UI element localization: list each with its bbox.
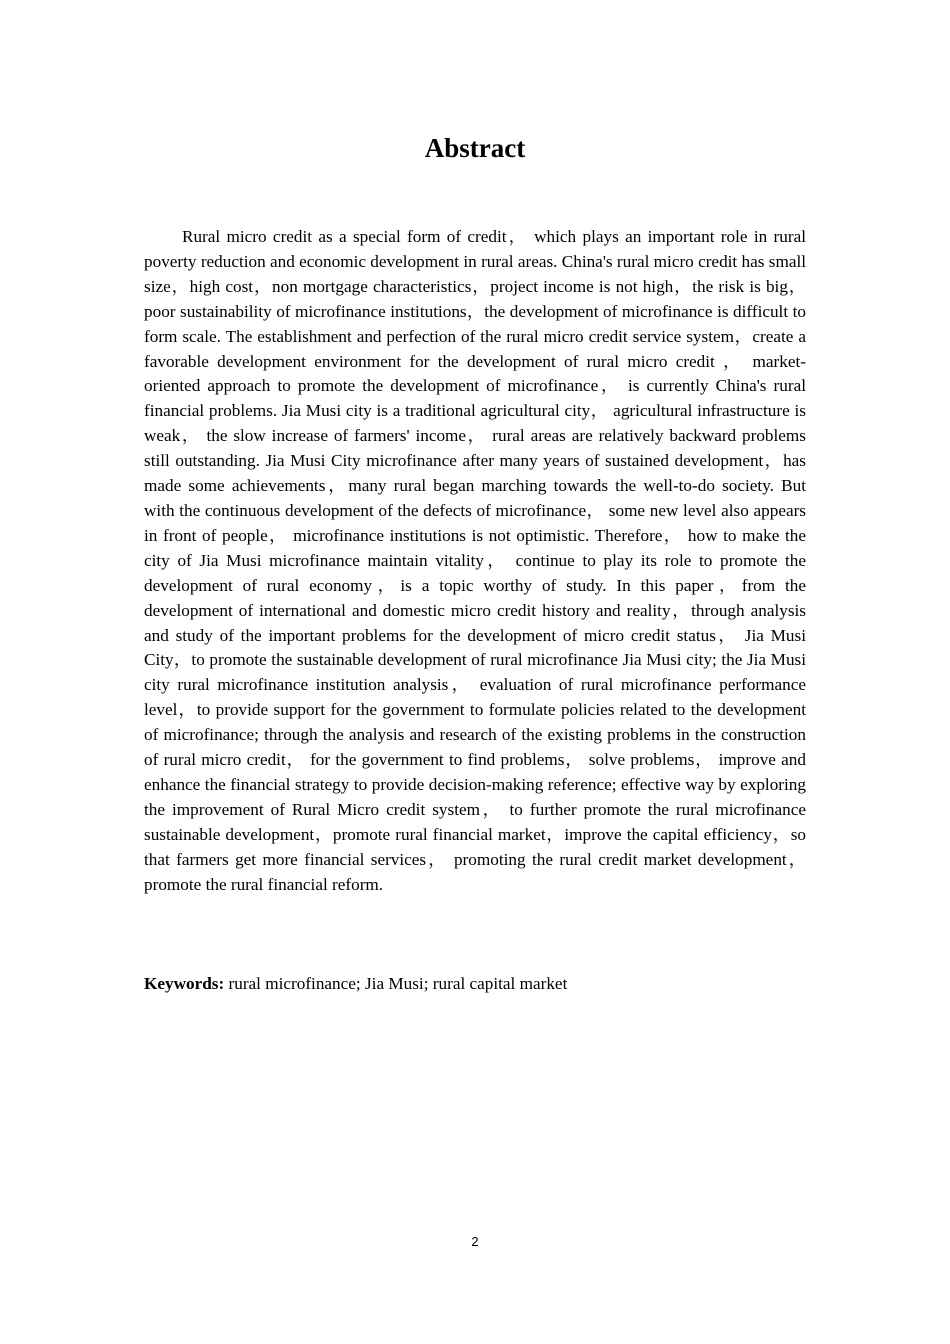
keywords-label: Keywords: bbox=[144, 974, 225, 993]
keywords-line bbox=[144, 972, 806, 997]
page-number: 2 bbox=[471, 1234, 479, 1249]
keywords-value: rural microfinance; Jia Musi; rural capital market bbox=[224, 974, 568, 993]
page-title: Abstract bbox=[424, 133, 526, 163]
abstract-paragraph: Rural micro credit as a special form of credit， which plays an important role in rural poverty reduction and economic development in rural areas. China's rural micro credit has small size，high cost，non mortgage characteristics，project income is not high，the risk is big，poor sustainability of microfinance institutions，the development of microfinance is difficult to form scale. The establishment and perfection of the rural micro credit service system，create a favorable development environment for the development of rural micro credit ， market-oriented approach to promote the development of microfinance， is currently China's rural financial problems. Jia Musi city is a traditional agricultural city， agricultural infrastructure is weak， the slow increase of farmers' income， rural areas are relatively backward problems still outstanding. Jia Musi City microfinance after many years of sustained development，has made some achievements，many rural began marching towards the well-to-do society. But with the continuous development of the defects of microfinance， some new level also appears in front of people， microfinance institutions is not optimistic. Therefore， how to make the city of Jia Musi microfinance maintain vitality， continue to play its role to promote the development of rural economy，is a topic worthy of study. In this paper，from the development of international and domestic micro credit history and reality，through analysis and study of the important problems for the development of micro credit status， Jia Musi City，to promote the sustainable development of rural microfinance Jia Musi city; the Jia Musi city rural microfinance institution analysis， evaluation of rural microfinance performance level，to provide support for the government to formulate policies related to the development of microfinance; through the analysis and research of the existing problems in the construction of rural micro credit， for the government to find problems， solve problems， improve and enhance the financial strategy to provide decision-making reference; effective way by exploring the improvement of Rural Micro credit system， to further promote the rural microfinance sustainable development，promote rural financial market，improve the capital efficiency，so that farmers get more financial services， promoting the rural credit market development，promote the rural financial reform. bbox=[144, 227, 806, 894]
